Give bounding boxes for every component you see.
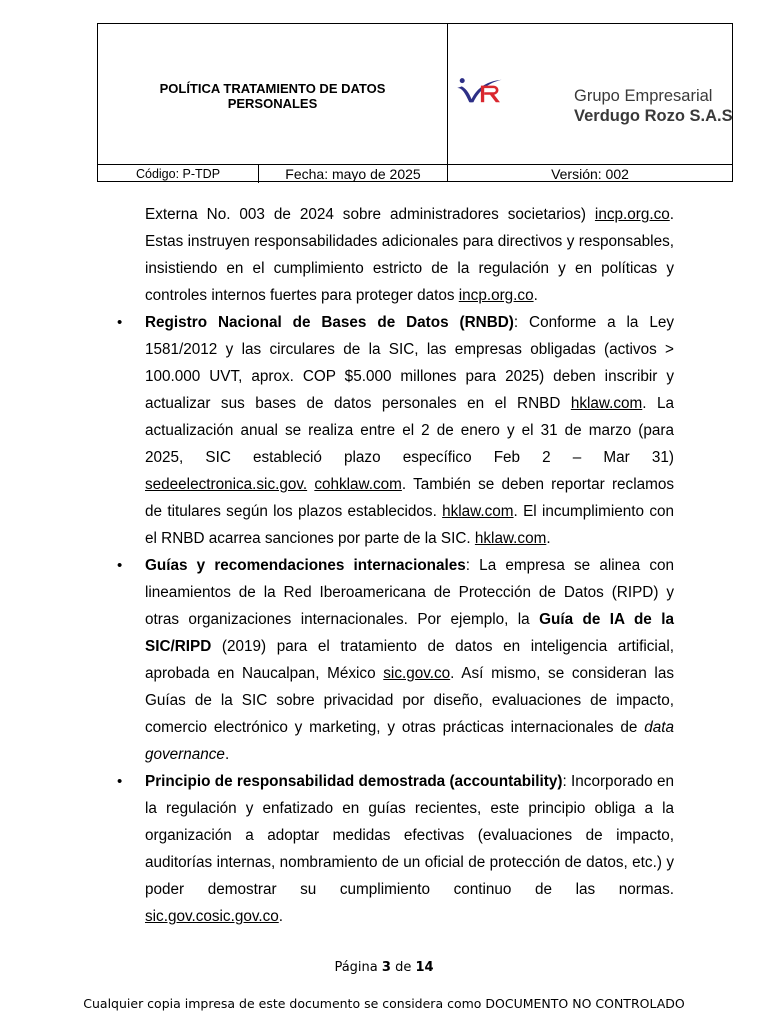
uncontrolled-copy-note: Cualquier copia impresa de este documento se considera como DOCUMENTO NO CONTROLADO — [83, 996, 685, 1011]
link-incp-1[interactable]: incp.org.co — [594, 206, 670, 223]
link-hklaw[interactable]: hklaw.com — [474, 530, 547, 547]
company-name: Grupo Empresarial Verdugo Rozo S.A.S — [574, 87, 733, 125]
link-hklaw[interactable]: hklaw.com — [570, 395, 643, 412]
bullet-icon: • — [117, 557, 123, 574]
company-logo-icon — [456, 56, 568, 126]
document-title: POLÍTICA TRATAMIENTO DE DATOS PERSONALES — [159, 81, 386, 111]
document-version: Versión: 002 — [551, 166, 629, 182]
link-sic[interactable]: sic.gov.co — [383, 665, 451, 682]
bullet-icon: • — [117, 314, 123, 331]
page-number: Página 3 de 14 — [334, 960, 434, 975]
bullet-icon: • — [117, 773, 123, 790]
header-divider-vertical — [447, 24, 448, 181]
list-item: • Guías y recomendaciones internacionales: La empresa se alinea con lineamientos de la Red Iberoamericana de Protección de Datos (RIPD) y otras organizaciones internacionales. Por ejemplo, la Guía de IA de la SIC/RIPD (2019) para el tratamiento de datos en inteligencia artificial, aprobada en Naucalpan, México sic.gov.co. Así mismo, se consideran las Guías de la SIC sobre privacidad por diseño, evaluaciones de impacto, comercio electrónico y marketing, y otras prácticas internacionales de data governance. — [145, 552, 674, 768]
link-incp-2[interactable]: incp.org.co — [458, 287, 534, 304]
intro-paragraph: Externa No. 003 de 2024 sobre administradores societarios) incp.org.co. Estas instruyen responsabilidades adicionales para directivos y responsables, insistiendo en el cumplimiento estricto de la regulación y en políticas y controles internos fuertes para proteger datos incp.org.co. — [145, 206, 674, 304]
link-hklaw[interactable]: hklaw.com — [442, 503, 514, 520]
link-sedeelectronica[interactable]: sedeelectronica.sic.gov. — [145, 476, 308, 493]
document-code: Código: P-TDP — [135, 167, 221, 181]
list-item: • Principio de responsabilidad demostrada (accountability): Incorporado en la regulación y enfatizado en guías recientes, este principio obliga a la organización a adoptar medidas efectivas (evaluaciones de impacto, auditorías internas, nombramiento de un oficial de protección de datos, etc.) y poder demostrar su cumplimiento continuo de las normas. sic.gov.cosic.gov.co. — [145, 768, 674, 930]
document-date: Fecha: mayo de 2025 — [285, 166, 421, 182]
link-sic-cosic[interactable]: sic.gov.cosic.gov.co — [145, 908, 279, 925]
list-item: • Registro Nacional de Bases de Datos (RNBD): Conforme a la Ley 1581/2012 y las circulares de la SIC, las empresas obligadas (activos > 100.000 UVT, aprox. COP $5.000 millones para 2025) deben inscribir y actualizar sus bases de datos personales en el RNBD hklaw.com. La actualización anual se realiza entre el 2 de enero y el 31 de marzo (para 2025, SIC estableció plazo específico Feb 2 – Mar 31) sedeelectronica.sic.gov. cohklaw.com. También se deben reportar reclamos de titulares según los plazos establecidos. hklaw.com. El incumplimiento con el RNBD acarrea sanciones por parte de la SIC. hklaw.com. — [145, 309, 674, 552]
document-body — [117, 201, 674, 930]
link-cohklaw[interactable]: cohklaw.com — [314, 476, 402, 493]
